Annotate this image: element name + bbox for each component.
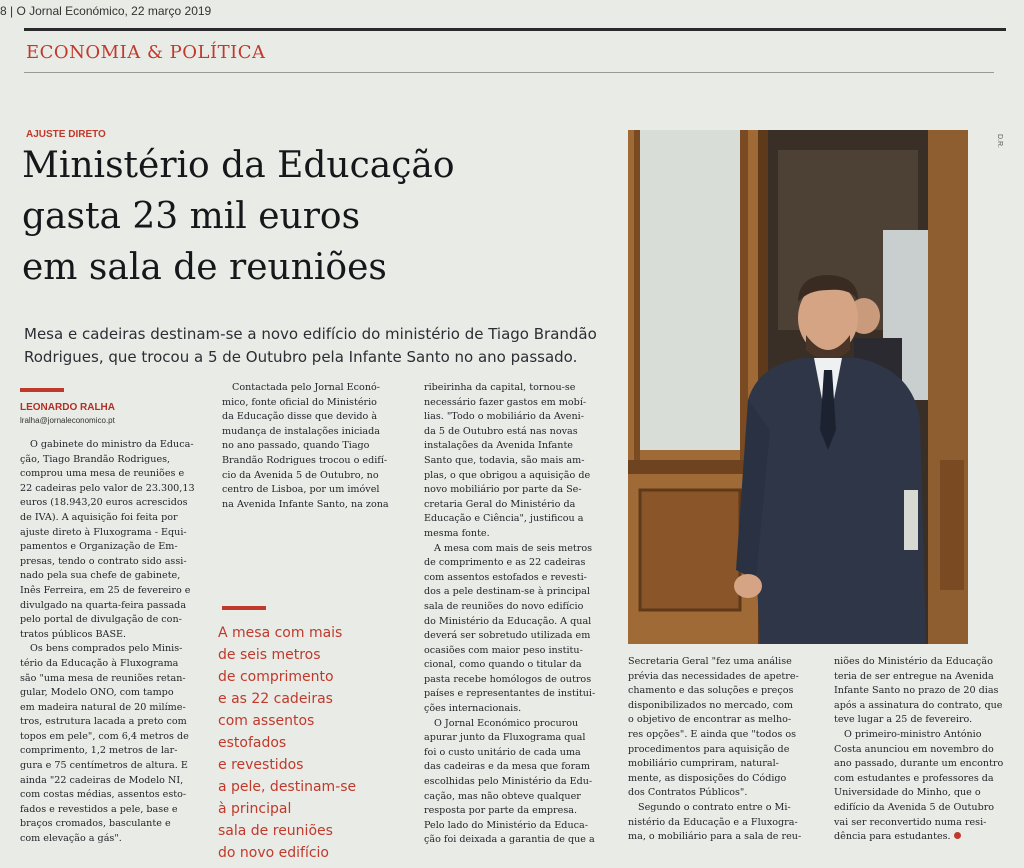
body-line: escolhidas pelo Ministério da Edu-: [424, 776, 593, 788]
body-line: no ano passado, quando Tiago: [222, 440, 370, 452]
body-line: do Ministério da Educação. A qual: [424, 615, 592, 627]
lead-line: Mesa e cadeiras destinam-se a novo edifício do ministério de Tiago Brandão: [24, 325, 597, 343]
article-photo: [628, 130, 968, 644]
section-rule: [24, 72, 994, 73]
body-line: cação, mas não obteve qualquer: [424, 790, 581, 802]
body-line: mudança de instalações iniciada: [222, 425, 380, 437]
body-line: fados e revestidos a pele, base e: [20, 803, 178, 815]
body-line: res opções". E ainda que "todos os: [628, 728, 797, 740]
body-line: ajuste direto à Fluxograma - Equi-: [20, 526, 187, 538]
author-rule: [20, 388, 64, 392]
body-line: Pelo lado do Ministério da Educa-: [424, 819, 588, 831]
pull-quote-line: sala de reuniões: [218, 823, 333, 839]
body-line: após a assinatura do contrato, que: [834, 699, 1003, 711]
body-line: Secretaria Geral "fez uma análise: [628, 656, 792, 667]
body-line: de comprimento e as 22 cadeiras: [424, 557, 586, 569]
pull-quote-line: à principal: [218, 801, 292, 817]
body-line: mico, fonte oficial do Ministério: [222, 396, 377, 408]
body-line: cretaria Geral do Ministério da: [424, 498, 576, 510]
body-column-5: [834, 655, 1014, 845]
body-line: ribeirinha da capital, tornou-se: [424, 382, 576, 393]
body-line: foi o custo unitário de cada uma: [424, 746, 581, 758]
body-line: Inês Ferreira, em 25 de fevereiro e: [20, 584, 191, 596]
body-line: ma, o mobiliário para a sala de reu-: [628, 831, 802, 843]
body-line: Educação e Ciência", justificou a: [424, 513, 584, 525]
body-line: centro de Lisboa, por um imóvel: [222, 484, 380, 496]
body-line: Contactada pelo Jornal Econó-: [232, 382, 381, 393]
body-line: tratos públicos BASE.: [20, 628, 127, 640]
body-line: procedimentos para aquisição de: [628, 743, 790, 755]
body-line: com costas médias, assentos esto-: [20, 789, 187, 801]
end-mark-icon: [954, 832, 961, 839]
body-line: nado pela sua chefe de gabinete,: [20, 570, 181, 582]
pull-quote-line: e as 22 cadeiras: [218, 691, 333, 707]
pull-quote-line: do novo edifício: [218, 845, 330, 861]
photo-illustration: [628, 130, 968, 644]
body-line: prévia das necessidades de apetre-: [628, 670, 799, 682]
body-line: gura e 75 centímetros de altura. E: [20, 760, 188, 772]
body-line: com assentos estofados e revesti-: [424, 571, 587, 583]
pull-quote-line: estofados: [218, 735, 287, 751]
body-line: o objetivo de encontrar as melho-: [628, 714, 792, 726]
body-line: com estudantes e professores da: [834, 772, 994, 784]
body-line: Os bens comprados pelo Minis-: [30, 643, 183, 655]
body-line: resposta por parte da empresa.: [424, 805, 578, 817]
body-line: tério da Educação à Fluxograma: [20, 657, 179, 669]
pull-quote-rule: [222, 606, 266, 610]
body-line: gular, Modelo ONO, com tampo: [20, 687, 174, 699]
body-line: deverá ser sobretudo utilizada em: [424, 630, 591, 642]
body-line: com elevação a gás".: [20, 833, 122, 845]
lead-paragraph: [24, 323, 604, 369]
body-line: divulgado na quarta-feira passada: [20, 599, 187, 611]
body-line: chamento e das soluções e preços: [628, 685, 794, 697]
pull-quote-line: e revestidos: [218, 757, 304, 773]
body-line: euros (18.943,20 euros acrescidos: [20, 497, 188, 509]
body-line: Segundo o contrato entre o Mi-: [638, 801, 791, 813]
body-line: necessário fazer gastos em mobí-: [424, 396, 587, 408]
body-line: 22 cadeiras pelo valor de 23.300,13: [20, 482, 195, 494]
body-line: tros, estrutura lacada a preto com: [20, 716, 187, 728]
body-line: nistério da Educação e a Fluxogra-: [628, 816, 798, 828]
body-line: das cadeiras e da mesa que foram: [424, 761, 590, 773]
body-line: disponibilizados no mercado, com: [628, 699, 794, 711]
pull-quote-line: com assentos: [218, 713, 315, 729]
body-column-3: [424, 381, 614, 848]
body-line: presas, tendo o contrato sido assi-: [20, 555, 187, 567]
body-line: em madeira natural de 20 milíme-: [20, 701, 186, 713]
pull-quote-line: de seis metros: [218, 647, 321, 663]
body-column-1: [20, 438, 210, 847]
author-name: LEONARDO RALHA: [20, 402, 115, 413]
body-line: comprimento, 1,2 metros de lar-: [20, 745, 178, 757]
body-line: da Educação disse que devido à: [222, 411, 378, 423]
pull-quote-line: de comprimento: [218, 669, 334, 685]
kicker: AJUSTE DIRETO: [26, 129, 106, 140]
body-line: da 5 de Outubro está nas novas: [424, 425, 578, 437]
body-column-4: [628, 655, 818, 845]
body-line: ano passado, durante um encontro: [834, 758, 1004, 770]
body-line: O Jornal Económico procurou: [434, 717, 579, 729]
body-line: teve lugar a 25 de fevereiro.: [834, 714, 973, 726]
header-rule: [24, 28, 1006, 31]
body-line: na Avenida Infante Santo, na zona: [222, 498, 389, 510]
body-line: são "uma mesa de reuniões retan-: [20, 672, 186, 684]
body-line: mobiliário cumpriram, natural-: [628, 758, 779, 770]
body-line: dos a pele destinam-se à principal: [424, 586, 590, 598]
body-line: pelo portal de divulgação de con-: [20, 614, 182, 626]
body-line: instalações da Avenida Infante: [424, 440, 573, 452]
headline-line: Ministério da Educação: [22, 145, 455, 186]
headline-line: gasta 23 mil euros: [22, 196, 361, 237]
lead-line: Rodrigues, que trocou a 5 de Outubro pela Infante Santo no ano passado.: [24, 348, 578, 366]
body-line: Infante Santo no prazo de 20 dias: [834, 685, 999, 697]
body-line: topos em pele", com 6,4 metros de: [20, 730, 189, 742]
body-line: teria de ser entregue na Avenida: [834, 670, 994, 682]
body-line: niões do Ministério da Educação: [834, 656, 993, 667]
headline: [22, 140, 612, 293]
body-line: Universidade do Minho, que o: [834, 787, 981, 799]
body-line: ainda "22 cadeiras de Modelo NI,: [20, 774, 184, 786]
page-header: 8 | O Jornal Económico, 22 março 2019: [0, 4, 212, 18]
body-line: mente, as disposições do Código: [628, 772, 787, 784]
body-line: O primeiro-ministro António: [844, 728, 982, 740]
body-line: apurar junto da Fluxograma qual: [424, 732, 586, 744]
body-line: pamentos e Organização de Em-: [20, 541, 178, 553]
photo-credit: D.R.: [996, 134, 1003, 148]
body-line: comprou uma mesa de reuniões e: [20, 468, 185, 480]
body-line: pasta recebe homólogos de outros: [424, 673, 592, 685]
body-line: ção, Tiago Brandão Rodrigues,: [20, 453, 171, 465]
body-line: mesma fonte.: [424, 527, 490, 539]
body-line: lias. "Todo o mobiliário da Aveni-: [424, 411, 584, 423]
body-line: vai ser reconvertido numa resi-: [834, 816, 987, 828]
body-line: de IVA). A aquisição foi feita por: [20, 511, 178, 523]
body-line: Costa anunciou em novembro do: [834, 743, 994, 755]
body-line: cio da Avenida 5 de Outubro, no: [222, 469, 379, 481]
pull-quote: [218, 622, 398, 864]
body-line: ções internacionais.: [424, 703, 522, 715]
body-line: países e representantes de institui-: [424, 688, 596, 700]
body-line: Santo que, todavia, são mais am-: [424, 454, 585, 466]
body-line: braços cromados, basculante e: [20, 818, 171, 830]
body-line: sala de reuniões do novo edifício: [424, 600, 584, 612]
headline-line: em sala de reuniões: [22, 247, 387, 288]
author-email[interactable]: lralha@jornaleconomico.pt: [20, 416, 115, 425]
body-line: edifício da Avenida 5 de Outubro: [834, 801, 995, 813]
body-line: A mesa com mais de seis metros: [434, 542, 593, 554]
body-column-2: [222, 381, 412, 512]
pull-quote-line: a pele, destinam-se: [218, 779, 357, 795]
body-line: cional, como quando o titular da: [424, 659, 582, 671]
body-line: novo mobiliário por parte da Se-: [424, 484, 582, 496]
body-line: dência para estudantes.: [834, 830, 1014, 845]
body-line: dos Contratos Públicos".: [628, 787, 748, 799]
body-line: ção foi deixada a garantia de que a: [424, 834, 595, 846]
body-line: Brandão Rodrigues trocou o edifí-: [222, 454, 388, 466]
section-label: ECONOMIA & POLÍTICA: [26, 42, 266, 63]
body-line: O gabinete do ministro da Educa-: [30, 439, 194, 450]
body-line: ocasiões com maior peso institu-: [424, 644, 583, 656]
pull-quote-line: A mesa com mais: [218, 625, 343, 641]
body-line: plas, o que obrigou a aquisição de: [424, 469, 591, 481]
